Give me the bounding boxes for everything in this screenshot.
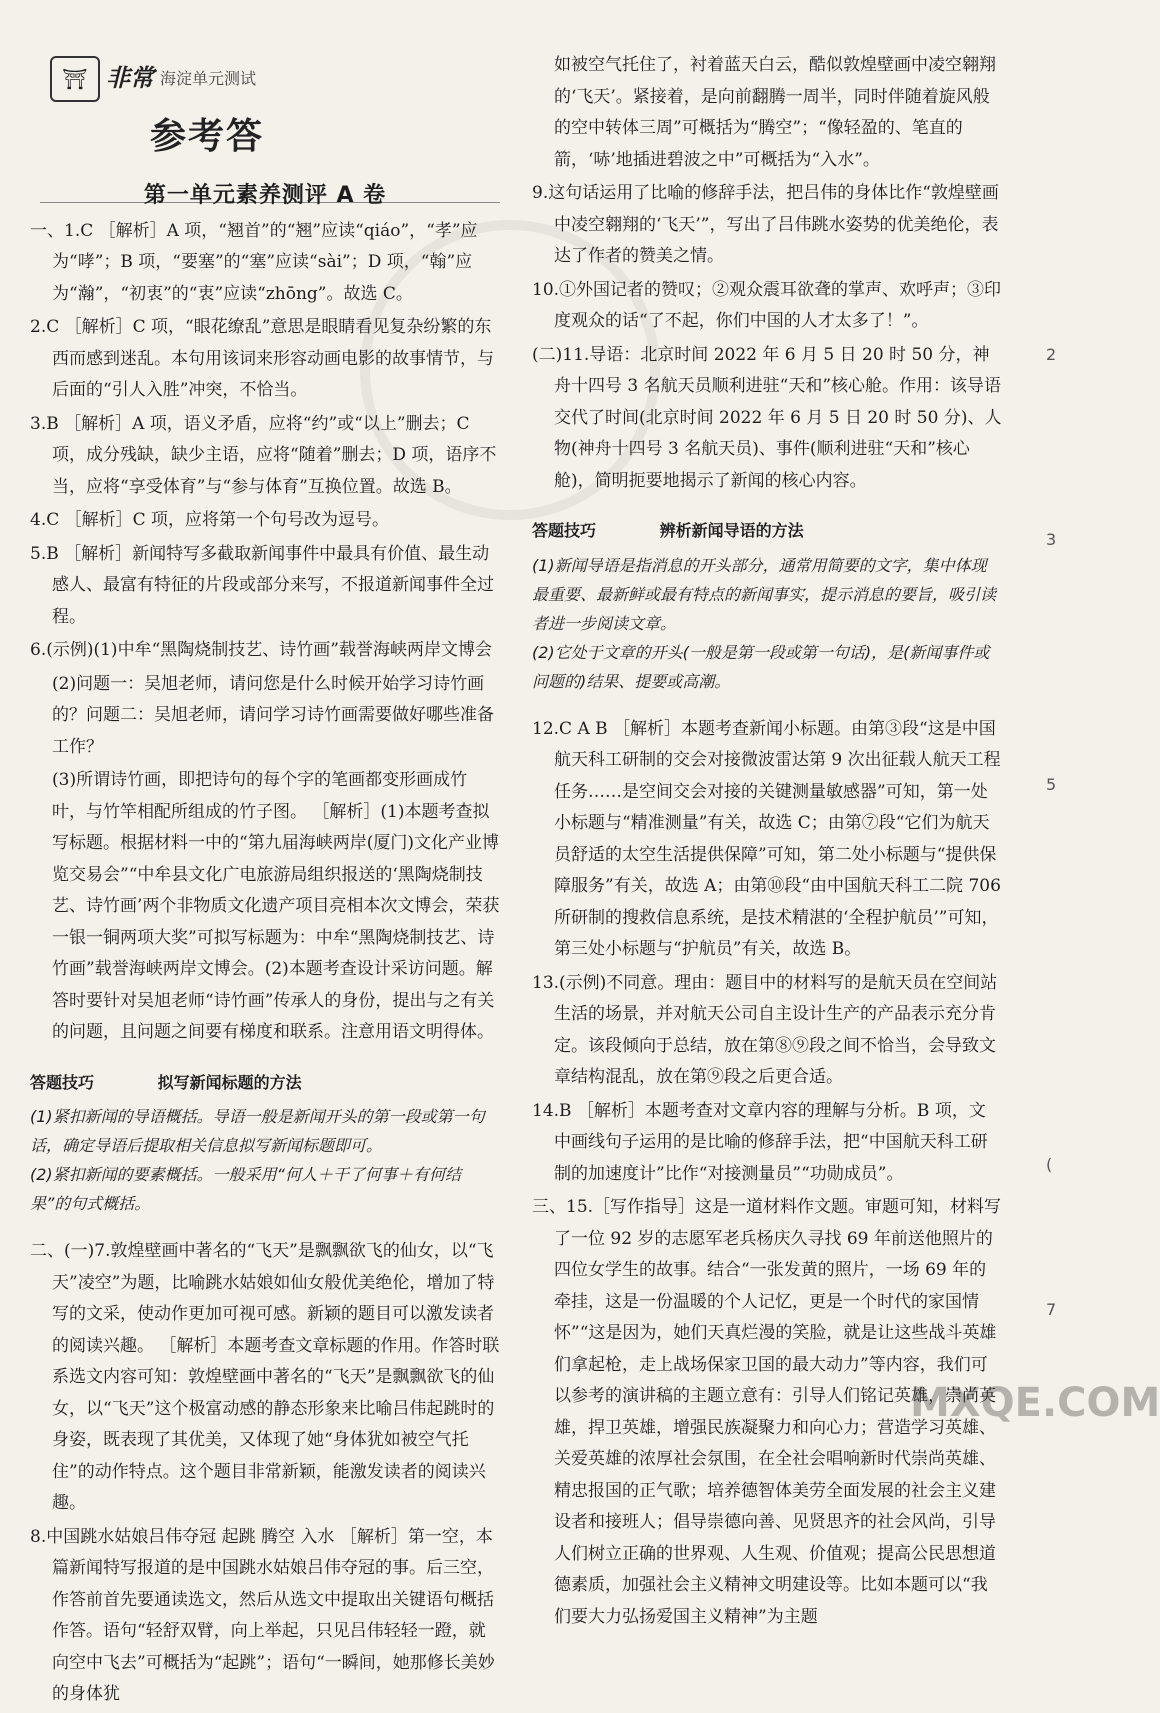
- answer-15: 三、15.［写作指导］这是一道材料作文题。审题可知，材料写了一位 92 岁的志愿军老兵杨庆久寻找 69 年前送他照片的四位女学生的故事。结合“一张发黄的照片，一场 69 年的牵挂，这是一份温暖的个人记忆，更是一个时代的家国情怀”“这是因为，她们天真烂漫的笑脸，就是让这些战斗英雄们拿起枪，走上战场保家卫国的最大动力”等内容，我们可以参考的演讲稿的主题立意有：引导人们铭记英雄，崇尚英雄，捍卫英雄，增强民族凝聚力和向心力；营造学习英雄、关爱英雄的浓厚社会氛围，在全社会唱响新时代崇尚英雄、精忠报国的正气歌；培养德智体美劳全面发展的社会主义建设者和接班人；倡导崇德向善、见贤思齐的社会风尚，引导人们树立正确的世界观、人生观、价值观；提高公民思想道德素质，加强社会主义精神文明建设等。比如本题可以“我们要大力弘扬爱国主义精神”为主题: [532, 1197, 1002, 1627]
- answer-5: 5.B ［解析］新闻特写多截取新闻事件中最具有价值、最生动感人、最富有特征的片段或部分来写，不报道新闻事件全过程。: [30, 543, 494, 627]
- tip-title: 拟写新闻标题的方法: [157, 1072, 302, 1092]
- answer-12: 12.C A B ［解析］本题考查新闻小标题。由第③段“这是中国航天科工研制的交会对接微波雷达第 9 次出征载人航天工程任务……是空间交会对接的关键测量敏感器”可知，第一处小标题与“精准测量”有关，故选 C；由第⑦段“它们为航天员舒适的太空生活提供保障”可知，第二处小标题与“提供保障服务”有关，故选 A；由第⑩段“由中国航天科工二院 706 所研制的搜救信息系统，是技术精湛的‘全程护航员’”可知，第三处小标题与“护航员”有关，故选 B。: [532, 718, 1001, 959]
- answer-8-continued: 如被空气托住了，衬着蓝天白云，酷似敦煌壁画中凌空翱翔的‘飞天’。紧接着，是向前翻腾一周半，同时伴随着旋风般的空中转体三周”可概括为“腾空”；“像轻盈的、笔直的箭，‘哧’地插进碧波之中”可概括为“入水”。: [554, 55, 996, 170]
- answer-14: 14.B ［解析］本题考查对文章内容的理解与分析。B 项，文中画线句子运用的是比喻的修辞手法，把“中国航天科工研制的加速度计”比作“对接测量员”“功勋成员”。: [532, 1100, 988, 1184]
- margin-number: 7: [1046, 1300, 1057, 1319]
- tip-title: 辨析新闻导语的方法: [659, 521, 804, 540]
- tip-heading: [532, 515, 1002, 547]
- brand-name: 非常: [106, 63, 154, 92]
- page-title: 参考答: [150, 115, 265, 157]
- answer-6-part-3: (3)所谓诗竹画，即把诗句的每个字的笔画都变形画成竹叶，与竹竿相配所组成的竹子图。 ［解析］(1)本题考查拟写标题。根据材料一中的“第九届海峡两岸(厦门)文化产业博览交易会”“中牟县文化广电旅游局组织报送的‘黑陶烧制技艺、诗竹画’两个非物质文化遗产项目亮相本次文博会，荣获一银一铜两项大奖”可拟写标题为：中牟“黑陶烧制技艺、诗竹画”载誉海峡两岸文博会。(2)本题考查设计采访问题。解答时要针对吴旭老师“诗竹画”传承人的身份，提出与之有关的问题，且问题之间要有梯度和联系。注意用语文明得体。: [52, 770, 500, 1042]
- tip-line: (2)它处于文章的开头(一般是第一段或第一句话)，是(新闻事件或问题的)结果、提要或高潮。: [532, 642, 990, 691]
- answer-7: 二、(一)7.敦煌壁画中著名的“飞天”是飘飘欲飞的仙女，以“飞天”凌空”为题，比喻跳水姑娘如仙女般优美绝伦，增加了特写的文采，使动作更加可视可感。新颖的题目可以激发读者的阅读兴趣。 ［解析］本题考查文章标题的作用。作答时联系选文内容可知：敦煌壁画中著名的“飞天”是飘飘欲飞的仙女，以“飞天”这个极富动感的静态形象来比喻吕伟起跳时的身姿，既表现了其优美，又体现了她“身体犹如被空气托住”的动作特点。这个题目非常新颖，能激发读者的阅读兴趣。: [30, 1241, 500, 1513]
- tip-label: 答题技巧: [532, 521, 597, 540]
- tip-heading: [30, 1067, 500, 1099]
- margin-number: 5: [1046, 775, 1057, 794]
- tip-line: (1)紧扣新闻的导语概括。导语一般是新闻开头的第一段或第一句话，确定导语后提取相关信息拟写新闻标题即可。: [30, 1107, 485, 1155]
- tip-line: (2)紧扣新闻的要素概括。一般采用“何人＋干了何事＋有何结果”的句式概括。: [30, 1165, 461, 1213]
- answer-6: 6.(示例)(1)中牟“黑陶烧制技艺、诗竹画”载誉海峡两岸文博会: [30, 640, 492, 660]
- answer-11: (二)11.导语：北京时间 2022 年 6 月 5 日 20 时 50 分，神舟十四号 3 名航天员顺利进驻“天和”核心舱。作用：该导语交代了时间(北京时间 2022 年 6 月 5 日 20 时 50 分)、人物(神舟十四号 3 名航天员)、事件(顺利进驻“天和”核心舱)，简明扼要地揭示了新闻的核心内容。: [532, 344, 1002, 491]
- answer-4: 4.C ［解析］C 项，应将第一个句号改为逗号。: [30, 510, 390, 530]
- answer-3: 3.B ［解析］A 项，语义矛盾，应将“约”或“以上”删去；C 项，成分残缺，缺少主语，应将“随着”删去；D 项，语序不当，应将“享受体育”与“参与体育”互换位置。故选 B。: [30, 413, 497, 497]
- answer-13: 13.(示例)不同意。理由：题目中的材料写的是航天员在空间站生活的场景，并对航天公司自主设计生产的产品表示充分肯定。该段倾向于总结，放在第⑧⑨段之间不恰当，会导致文章结构混乱，放在第⑨段之后更合适。: [532, 972, 998, 1087]
- answer-9: 9.这句话运用了比喻的修辞手法，把吕伟的身体比作“敦煌壁画中凌空翱翔的‘飞天’”，写出了吕伟跳水姿势的优美绝伦，表达了作者的赞美之情。: [532, 183, 999, 266]
- site-watermark: MXQE.COM: [910, 1380, 1160, 1426]
- tip-box-lead: [532, 515, 1002, 696]
- series-name: 海淀单元测试: [160, 69, 257, 88]
- tip-label: 答题技巧: [30, 1072, 95, 1092]
- publisher-logo: ⛩: [50, 56, 100, 102]
- tip-line: (1)新闻导语是指消息的开头部分，通常用简要的文字，集中体现最重要、最新鲜或最有特点的新闻事实，提示消息的要旨，吸引读者进一步阅读文章。: [532, 555, 997, 633]
- answer-10: 10.①外国记者的赞叹；②观众震耳欲聋的掌声、欢呼声；③印度观众的话“了不起，你们中国的人才太多了！”。: [532, 279, 1002, 331]
- answer-1: 一、1.C ［解析］A 项，“翘首”的“翘”应读“qiáo”，“孝”应为“哮”；B 项，“要塞”的“塞”应读“sài”；D 项，“翰”应为“瀚”，“初衷”的“衷”应读“zhōng”。故选 C。: [30, 220, 478, 304]
- margin-number: (: [1046, 1155, 1053, 1174]
- answer-2: 2.C ［解析］C 项，“眼花缭乱”意思是眼睛看见复杂纷繁的东西而感到迷乱。本句用该词来形容动画电影的故事情节，与后面的“引人入胜”冲突，不恰当。: [30, 317, 494, 400]
- margin-number: 2: [1046, 345, 1057, 364]
- margin-number: 3: [1046, 530, 1057, 549]
- left-column: [30, 180, 500, 1713]
- answer-8: 8.中国跳水姑娘吕伟夺冠 起跳 腾空 入水 ［解析］第一空，本篇新闻特写报道的是中国跳水姑娘吕伟夺冠的事。后三空，作答前首先要通读选文，然后从选文中提取出关键语句概括作答。语句“轻舒双臂，向上举起，只见吕伟轻轻一蹬，就向空中飞去”可概括为“起跳”；语句“一瞬间，她那修长美妙的身体犹: [30, 1526, 495, 1704]
- answer-6-part-2: (2)问题一：吴旭老师，请问您是什么时候开始学习诗竹画的？问题二：吴旭老师，请问学习诗竹画需要做好哪些准备工作？: [52, 673, 494, 757]
- tip-box-headline: [30, 1067, 500, 1219]
- unit-title: 第一单元素养测评 A 卷: [143, 183, 387, 208]
